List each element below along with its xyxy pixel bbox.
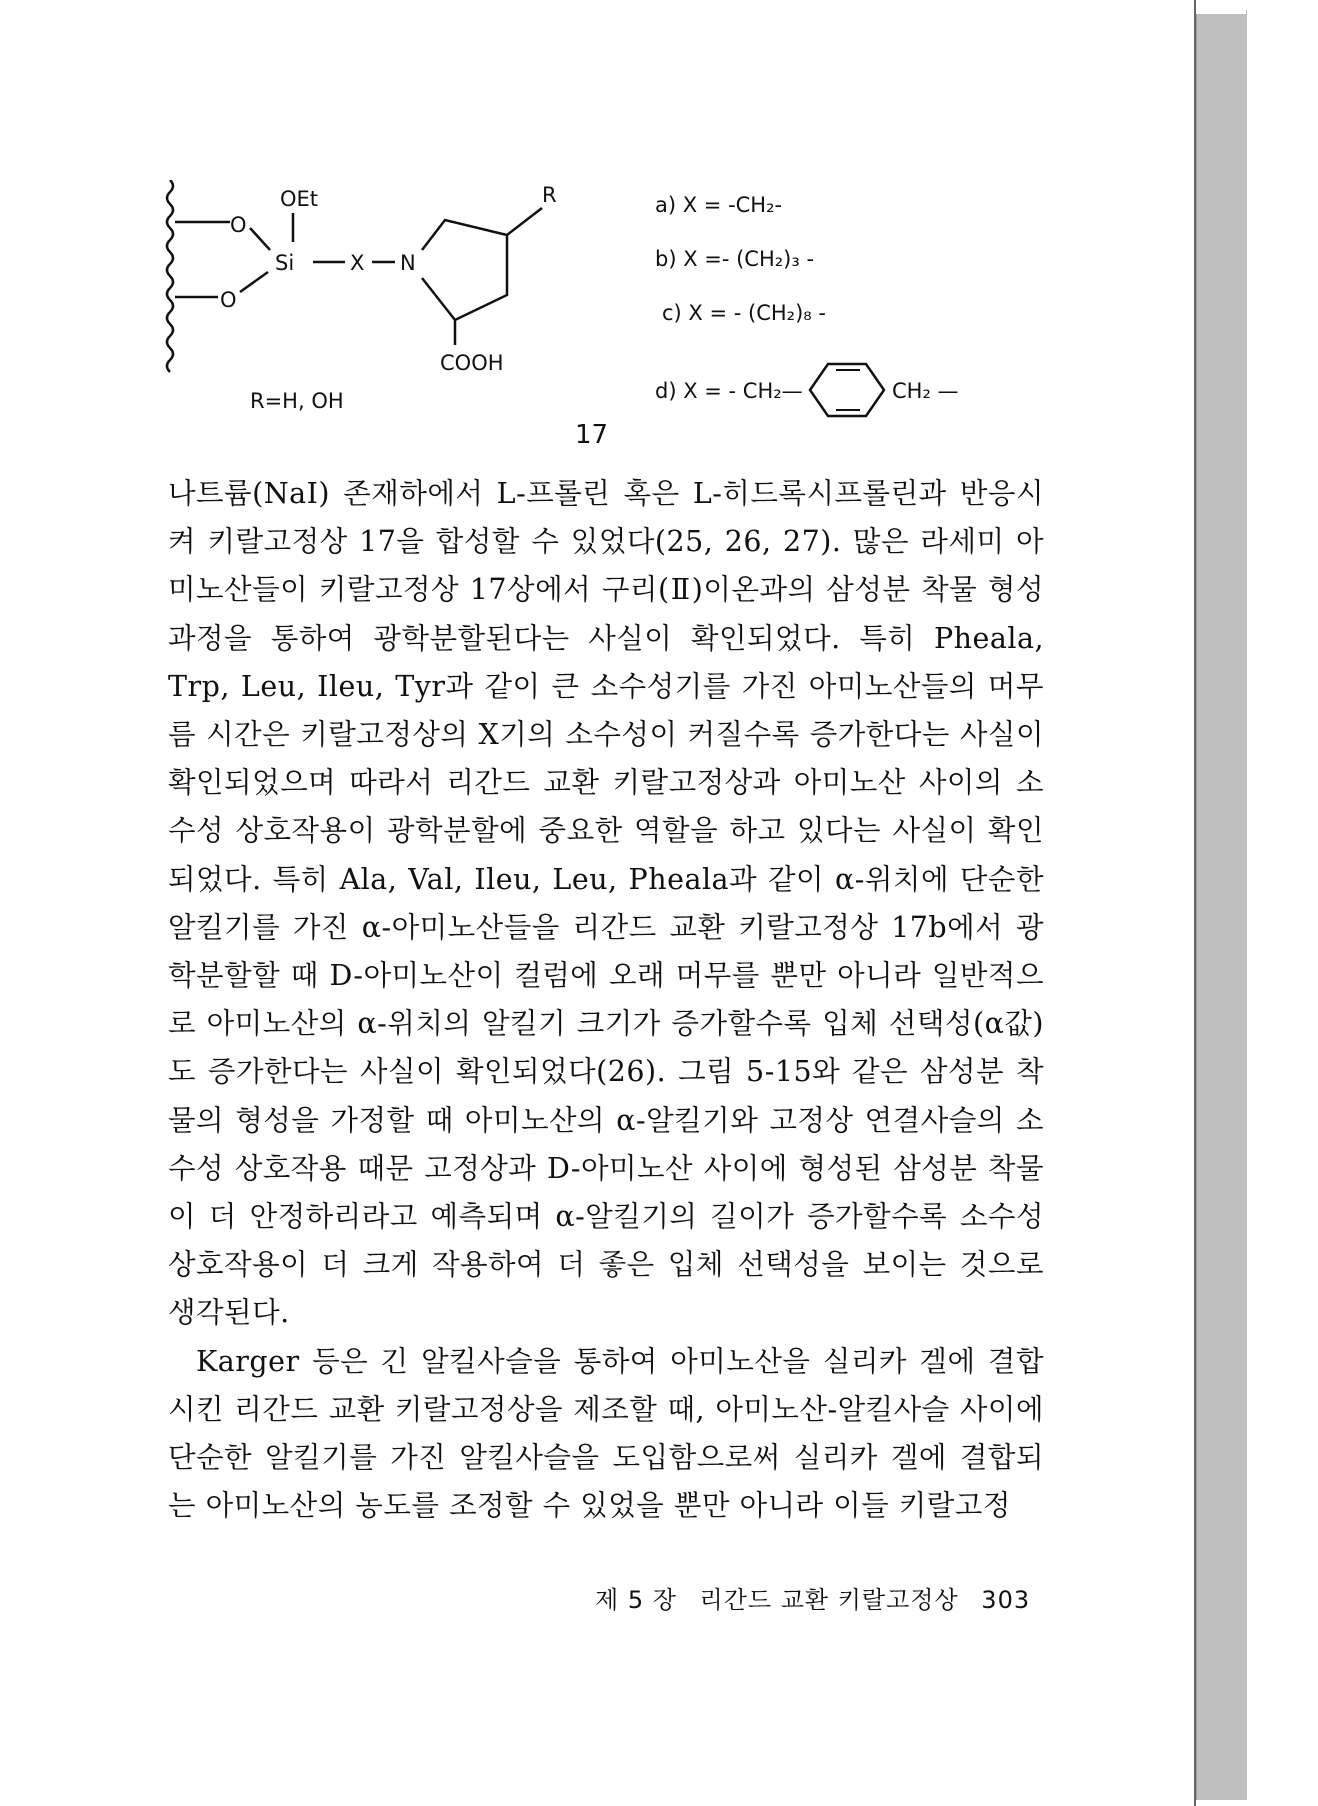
option-d: d) X = - CH₂— [655, 379, 803, 403]
carboxyl-group: COOH [440, 351, 504, 375]
footer-chapter: 제 5 장 [595, 1586, 677, 1614]
substituent-r: R [542, 183, 557, 207]
atom-n: N [400, 251, 416, 275]
option-a: a) X = -CH₂- [655, 193, 783, 217]
paragraph-1: 나트륨(NaI) 존재하에서 L-프롤린 혹은 L-히드록시프롤린과 반응시켜 키랄고정상 17을 합성할 수 있었다(25, 26, 27). 많은 라세미 아미노산들이 키랄고정상 17상에서 구리(Ⅱ)이온과의 삼성분 착물 형성과정을 통하여 광학분할된다는 사실이 확인되었다. 특히 Pheala, Trp, Leu, Ileu, Tyr과 같이 큰 소수성기를 가진 아미노산들의 머무름 시간은 키랄고정상의 X기의 소수성이 커질수록 증가한다는 사실이 확인되었으며 따라서 리간드 교환 키랄고정상과 아미노산 사이의 소수성 상호작용이 광학분할에 중요한 역할을 하고 있다는 사실이 확인되었다. 특히 Ala, Val, Ileu, Leu, Pheala과 같이 α-위치에 단순한 알킬기를 가진 α-아미노산들을 리간드 교환 키랄고정상 17b에서 광학분할할 때 D-아미노산이 컬럼에 오래 머무를 뿐만 아니라 일반적으로 아미노산의 α-위치의 알킬기 크기가 증가할수록 입체 선택성(α값)도 증가한다는 사실이 확인되었다(26). 그림 5-15와 같은 삼성분 착물의 형성을 가정할 때 아미노산의 α-알킬기와 고정상 연결사슬의 소수성 상호작용 때문 고정상과 D-아미노산 사이에 형성된 삼성분 착물이 더 안정하리라고 예측되며 α-알킬기의 길이가 증가할수록 소수성 상호작용이 더 크게 작용하여 더 좋은 입체 선택성을 보이는 것으로 생각된다. [168, 477, 1044, 1330]
option-b: b) X =- (CH₂)₃ - [655, 247, 815, 271]
footer-title: 리간드 교환 키랄고정상 [699, 1586, 959, 1614]
benzene-ring [810, 364, 884, 416]
atom-o-bottom: O [220, 288, 237, 312]
option-d-suffix: CH₂ — [892, 379, 959, 403]
oet-group: OEt [280, 187, 319, 211]
silica-surface-wave [167, 180, 173, 372]
page-footer [595, 1580, 1044, 1615]
body-text [168, 470, 1044, 1530]
atom-x: X [350, 251, 365, 275]
atom-si: Si [275, 251, 295, 275]
atom-o-top: O [230, 213, 247, 237]
r-definition: R=H, OH [250, 389, 344, 413]
page-number: 303 [981, 1586, 1031, 1614]
compound-number: 17 [575, 420, 609, 450]
option-c: c) X = - (CH₂)₈ - [662, 301, 826, 325]
page-edge-shadow [1196, 10, 1247, 1800]
page-edge-top [1196, 0, 1246, 14]
paragraph-2: Karger 등은 긴 알킬사슬을 통하여 아미노산을 실리카 겔에 결합시킨 리간드 교환 키랄고정상을 제조할 때, 아미노산-알킬사슬 사이에 단순한 알킬기를 가진 알킬사슬을 도입함으로써 실리카 겔에 결합되는 아미노산의 농도를 조정할 수 있었을 뿐만 아니라 이들 키랄고정 [168, 1344, 1044, 1523]
